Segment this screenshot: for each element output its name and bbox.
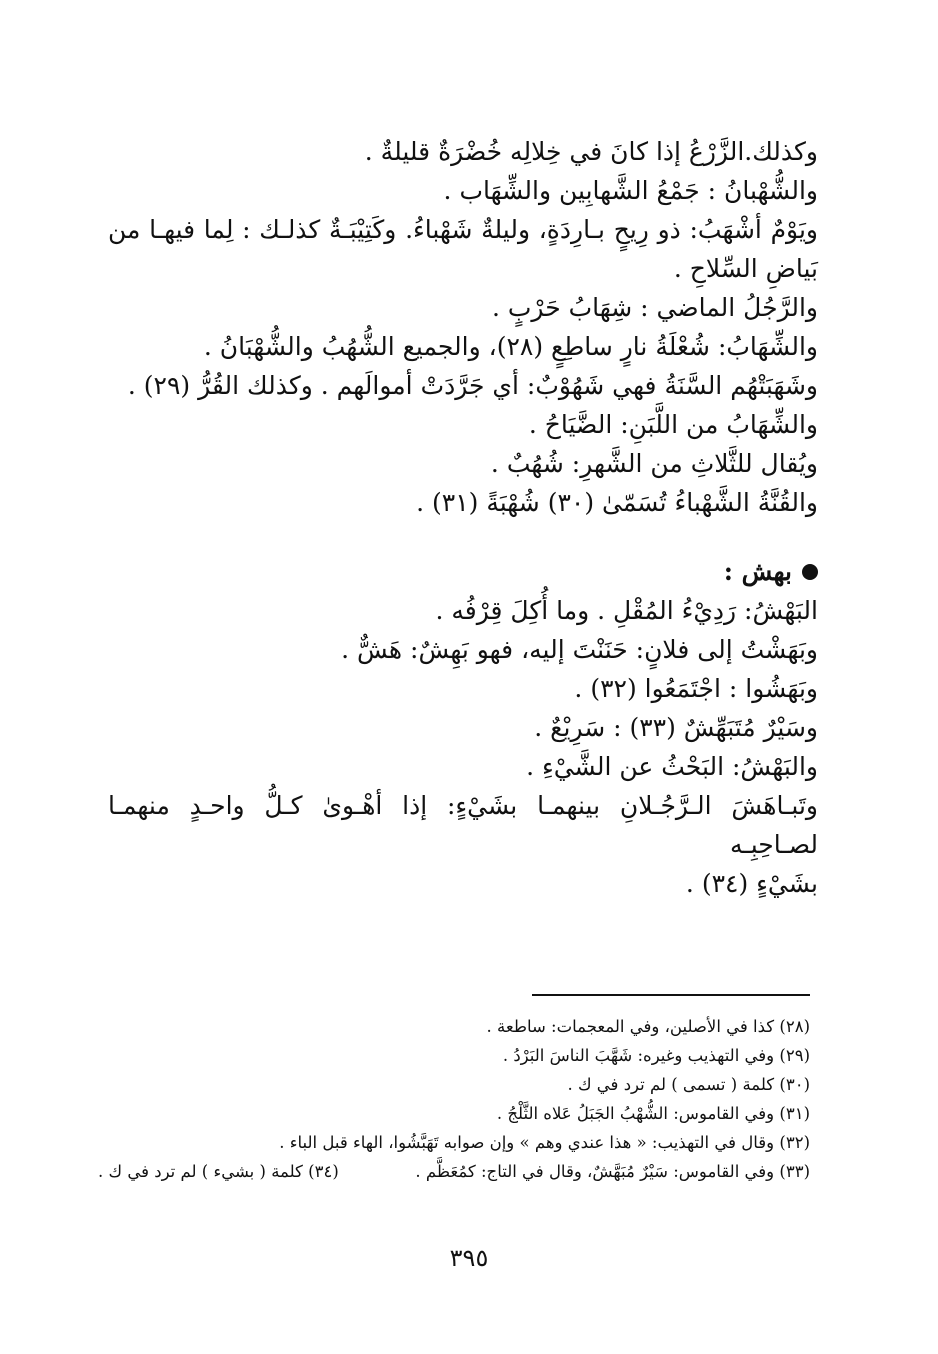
footnote: (٣٠) كلمة ( تسمى ) لم ترد في ك .	[567, 1075, 810, 1094]
text-line: بشَيْءٍ (٣٤) .	[685, 869, 818, 898]
footnote: (٣١) وفي القاموس: الشُّهْبُ الجَبَلُ عَلاه الثَّلْجُ .	[496, 1104, 810, 1123]
text-line: بَياضِ السِّلاحِ .	[673, 254, 818, 283]
text-line: وبَهَشُوا : اجْتَمَعُوا (٣٢) .	[574, 674, 818, 703]
footnotes	[98, 1012, 810, 1186]
text-line: والرَّجُلُ الماضي : شِهَابُ حَرْبٍ .	[491, 293, 818, 322]
section-heading	[108, 552, 818, 591]
section-gap	[108, 522, 818, 552]
text-line: وتَبـاهَشَ الـرَّجُـلانِ بينهمـا بشَيْءٍ: إذا أهْـوىٰ كـلُّ واحـدٍ منهمـا لصـاحِبِـه	[108, 791, 818, 859]
text-line: والشِّهَابُ: شُعْلَةُ نارٍ ساطِعٍ (٢٨)، والجميع الشُّهُبُ والشُّهْبَانُ .	[203, 332, 818, 361]
page-number: ٣٩٥	[449, 1244, 489, 1272]
text-line: وبَهَشْتُ إلى فلانٍ: حَنَنْتَ إليه، فهو بَهِشٌ: هَشٌّ .	[341, 635, 818, 664]
footnote: (٣٤) كلمة ( بشيء ) لم ترد في ك .	[98, 1162, 339, 1181]
main-text	[108, 132, 818, 903]
bullet-icon	[802, 564, 818, 580]
footnote: (٢٨) كذا في الأصلين، وفي المعجمات: ساطعة .	[486, 1017, 810, 1036]
text-line: والشُّهْبانُ : جَمْعُ الشَّهابِين والشِّهَاب .	[443, 176, 818, 205]
text-line: وشَهَبَتْهُم السَّنَةُ فهي شَهُوْبٌ: أي جَرَّدَتْ أموالَهم . وكذلك القُرُّ (٢٩) .	[127, 371, 818, 400]
text-line: والقُنَّةُ الشَّهْباءُ تُسَمّىٰ (٣٠) شُهْبَةً (٣١) .	[416, 488, 818, 517]
text-line: ويَوْمٌ أشْهَبُ: ذو رِيحٍ بـارِدَةٍ، وليلةٌ شَهْباءُ. وكَتِيْبَـةٌ كذلـك : لِما فيهـا من	[108, 215, 818, 244]
text-line: وكذلك.الزَّرْعُ إذا كانَ في خِلالِه خُضْرَةٌ قليلةٌ .	[364, 137, 818, 166]
footnote: (٣٣) وفي القاموس: سَيْرٌ مُبَهَّشٌ، وقال في التاج: كمُعَظَّم .	[415, 1162, 810, 1181]
section-heading-label: بهش :	[723, 557, 792, 586]
text-line: والشِّهَابُ من اللَّبَنِ: الضَّيَاحُ .	[528, 410, 818, 439]
text-line: والبَهْشُ: البَحْثُ عن الشَّيْءِ .	[526, 752, 818, 781]
footnote: (٢٩) وفي التهذيب وغيره: شَهَّبَ الناسَ البَرْدُ .	[502, 1046, 810, 1065]
text-line: البَهْشُ: رَدِيْءُ المُقْلِ . وما أُكِلَ قِرْفُه .	[435, 596, 818, 625]
text-line: وسَيْرٌ مُتَبَهِّشٌ (٣٣) : سَرِيْعٌ .	[534, 713, 818, 742]
text-line: ويُقال للثَّلاثِ من الشَّهرِ: شُهُبٌ .	[490, 449, 818, 478]
footnote-divider	[532, 994, 810, 996]
footnote: (٣٢) وقال في التهذيب: « هذا عندي وهم » وإن صوابه تَهَبَّشُوا، الهاء قبل الباء .	[279, 1133, 810, 1152]
footnote-row	[98, 1157, 810, 1186]
